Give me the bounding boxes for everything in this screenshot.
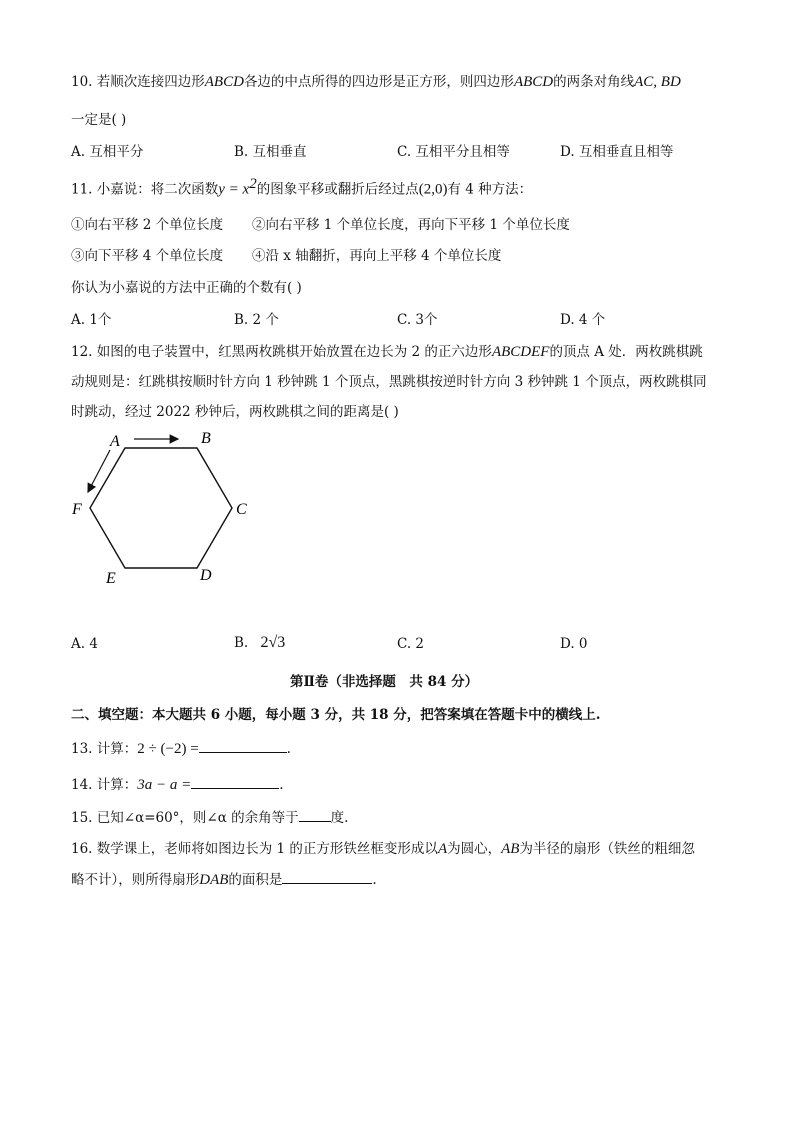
q16-line2 [71,868,377,889]
q10-shape: ABCD [204,74,244,90]
q11-function: y = x [218,181,250,198]
q10-line2: 一定是( ) [71,112,127,128]
q11-line1 [71,176,532,199]
q16-center: A [437,841,448,857]
q12-text: 12. 如图的电子装置中，红黑两枚跳棋开始放置在边长为 2 的正六边形 [71,344,492,360]
q12-line1 [71,340,703,361]
q12-line2: 动规则是：红跳棋按顺时针方向 1 秒钟跳 1 个顶点，黑跳棋按逆时针方向 3 秒钟跳 1 个顶点，两枚跳棋同 [71,374,707,390]
q10-option-d: D. 互相垂直且相等 [560,144,674,160]
q11-question: 你认为小嘉说的方法中正确的个数有( ) [71,280,302,296]
q12-option-b-label: B. [234,635,249,651]
q10-option-b: B. 互相垂直 [234,144,307,160]
q11-function-exponent: 2 [249,176,257,192]
q15-answer-blank [299,809,331,822]
q16-text2-post: 的面积是 [228,872,283,888]
q15-text: 15. 已知∠α=60°，则∠α 的余角等于 [71,810,299,826]
section-instruction: 二、填空题：本大题共 6 小题，每小题 3 分，共 18 分，把答案填在答题卡中的横线上. [71,707,601,723]
q16-text-post: 为半径的扇形（铁丝的粗细忽 [519,841,695,857]
q11-text-post: 有 4 种方法： [447,181,533,198]
q11-point: (2,0) [418,181,448,198]
q16-text2: 略不计），则所得扇形 [71,872,200,888]
q11-text-mid: 的图象平移或翻折后经过点 [256,181,419,198]
q10-shape2: ABCD [513,74,554,90]
hexagon-figure [60,422,270,592]
q13-answer-blank [199,740,287,753]
hexagon-shape [90,448,232,568]
vertex-label-e: E [106,570,116,587]
q13 [71,737,291,758]
q10-diagonals: AC, BD [634,74,681,90]
q12-option-b-value: 2√3 [260,634,286,651]
q14-label: 14. 计算： [71,777,138,793]
vertex-label-b: B [201,430,211,447]
q12-text-post: 的顶点 A 处．两枚跳棋跳 [549,344,703,360]
q16-sector: DAB [199,872,229,888]
q16-line1 [71,837,695,858]
q12-option-c: C. 2 [397,636,425,652]
q14-answer-blank [191,776,279,789]
vertex-label-c: C [236,501,247,518]
q14-expression: 3a − a = [137,777,192,793]
q16-text-mid: 为圆心， [447,841,502,857]
q11-text: 11. 小嘉说：将二次函数 [71,181,219,198]
q10-option-a: A. 互相平分 [71,144,144,160]
counterclockwise-arrow [88,450,110,492]
q14-period: . [279,777,284,793]
q11-option-a: A. 1个 [71,312,112,328]
q15 [71,806,348,826]
q12-shape: ABCDEF [491,344,550,360]
vertex-label-f: F [72,501,82,518]
q14 [71,773,284,794]
q12-option-b [234,634,285,652]
vertex-label-a: A [110,433,120,450]
q10-option-c: C. 互相平分且相等 [397,144,510,160]
q16-answer-blank [282,871,372,884]
q16-text: 16. 数学课上，老师将如图边长为 1 的正方形铁丝框变形成以 [71,841,438,857]
q16-radius: AB [501,841,520,857]
q13-expression: 2 ÷ (−2) = [137,741,199,757]
q12-line3: 时跳动，经过 2022 秒钟后，两枚跳棋之间的距离是( ) [71,404,399,420]
q10-text-post: 的两条对角线 [553,74,635,90]
q10-text: 10. 若顺次连接四边形 [71,74,205,90]
q11-method-3: ③向下平移 4 个单位长度 [71,248,224,264]
q11-method-4: ④沿 x 轴翻折，再向上平移 4 个单位长度 [252,248,502,264]
vertex-label-d: D [200,567,212,584]
q15-unit: 度. [330,810,349,826]
section-title: 第Ⅱ卷（非选择题 共 84 分） [290,674,479,690]
q11-method-2: ②向右平移 1 个单位长度，再向下平移 1 个单位长度 [252,217,570,233]
q13-period: . [286,741,291,757]
q13-label: 13. 计算： [71,741,138,757]
q11-method-1: ①向右平移 2 个单位长度 [71,217,224,233]
q11-option-b: B. 2 个 [234,312,279,328]
q10-text-mid: 各边的中点所得的四边形是正方形，则四边形 [243,74,514,90]
q12-option-a: A. 4 [71,636,98,652]
q12-option-d: D. 0 [560,636,588,652]
q10-line1 [71,70,681,91]
q11-option-c: C. 3个 [397,312,438,328]
q16-period: . [372,872,377,888]
q11-option-d: D. 4 个 [560,312,606,328]
